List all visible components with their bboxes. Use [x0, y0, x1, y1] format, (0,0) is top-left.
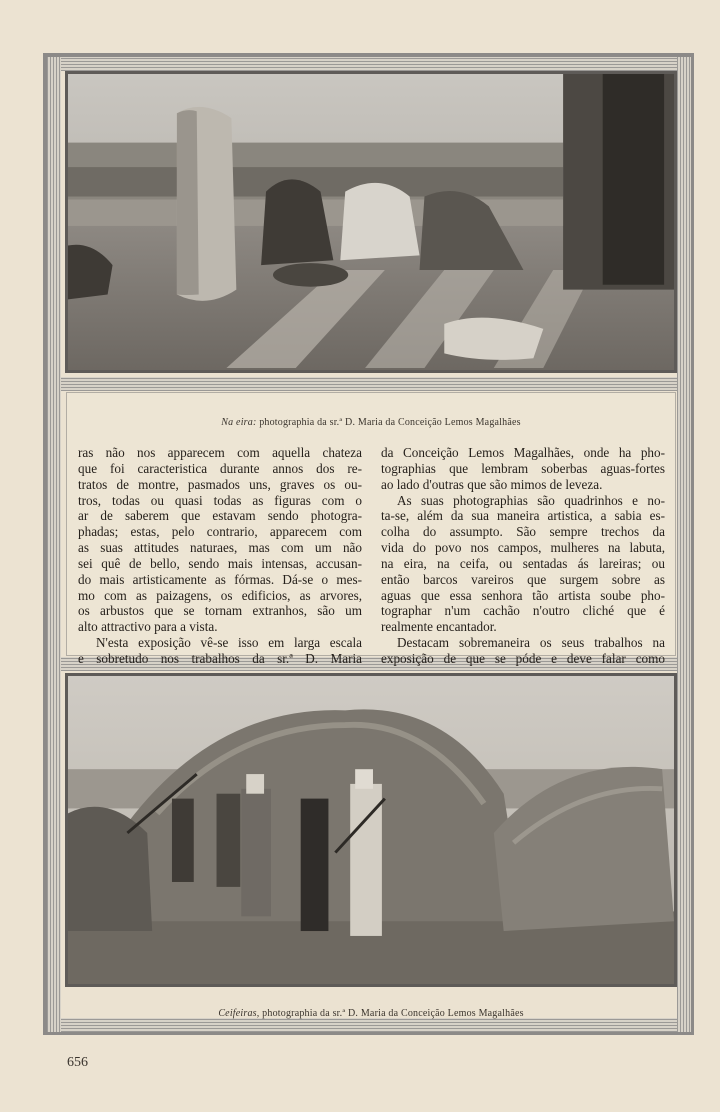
photo-ceifeiras-image	[68, 676, 674, 984]
text-line: mo com as paizagens, os edificios, as arvores,	[78, 587, 362, 603]
photo-ceifeiras	[65, 673, 677, 987]
article-right-column	[381, 445, 665, 667]
caption-ceifeiras	[66, 1008, 676, 1019]
frame-border-right	[677, 57, 691, 1032]
caption-ceifeiras-text: photographia da sr.ª D. Maria da Conceição Lemos Magalhães	[259, 1008, 524, 1019]
text-line: as suas attitudes naturaes, mas com um não	[78, 540, 362, 556]
text-line: ar de saberem que estavam sendo photogra-	[78, 508, 362, 524]
page-number: 656	[67, 1055, 88, 1070]
text-line: phadas; estas, pelo contrario, apparecem com	[78, 524, 362, 540]
text-line: então barcos vareiros que surgem sobre as	[381, 571, 665, 587]
text-line: exposição de que se póde e deve falar como	[381, 650, 665, 666]
text-line: tratos de montre, pasmados uns, graves os ou-	[78, 476, 362, 492]
frame-band-middle	[61, 377, 677, 391]
text-line: na eira, na ceifa, ou sentadas ás lareiras; ou	[381, 555, 665, 571]
text-line: alto attractivo para a vista.	[78, 619, 218, 635]
text-line: vida do povo nos campos, mulheres na labuta,	[381, 540, 665, 556]
text-line: que foi caracteristica durante annos dos re-	[78, 460, 362, 476]
text-line: tographar n'um cachão n'outro cliché que é	[381, 603, 665, 619]
caption-ceifeiras-title: Ceifeiras,	[218, 1008, 260, 1019]
caption-na-eira-title: Na eira:	[221, 417, 257, 428]
frame-band-top	[61, 57, 677, 71]
text-line: N'esta exposição vê-se isso em larga escala	[96, 635, 362, 651]
frame-band-bottom	[61, 1018, 677, 1032]
text-line: As suas photographias são quadrinhos e no-	[397, 492, 665, 508]
text-line: ta-se, além da sua maneira artistica, a sabia es-	[381, 508, 665, 524]
frame-border-left	[47, 57, 61, 1032]
text-line: os arbustos que se tornam extranhos, são um	[78, 603, 362, 619]
photo-na-eira	[65, 71, 677, 373]
text-line: sei quê de bello, sendo mais intensas, accusan-	[78, 555, 362, 571]
text-line: realmente encantador.	[381, 619, 497, 635]
text-line: ras não nos apparecem com aquella chateza	[78, 445, 362, 460]
text-line: tros, todas ou quasi todas as figuras com o	[78, 492, 362, 508]
text-line: e sobretudo nos trabalhos da sr.ª D. Maria	[78, 650, 362, 666]
text-line: Destacam sobremaneira os seus trabalhos na	[397, 635, 665, 651]
caption-na-eira-text: photographia da sr.ª D. Maria da Conceição Lemos Magalhães	[256, 417, 521, 428]
photo-na-eira-image	[68, 74, 674, 370]
caption-na-eira	[66, 417, 676, 428]
text-line: da Conceição Lemos Magalhães, onde ha pho-	[381, 445, 665, 460]
text-line: ao lado d'outras que são mimos de leveza.	[381, 476, 603, 492]
text-line: colha do assumpto. São sempre trechos da	[381, 524, 665, 540]
article-left-column	[78, 445, 362, 667]
text-line: do mais artisticamente as fórmas. Dá-se o mes-	[78, 571, 362, 587]
text-line: tographias que lembram soberbas aguas-fortes	[381, 460, 665, 476]
text-line: aguas que essa senhora tão artista soube pho-	[381, 587, 665, 603]
